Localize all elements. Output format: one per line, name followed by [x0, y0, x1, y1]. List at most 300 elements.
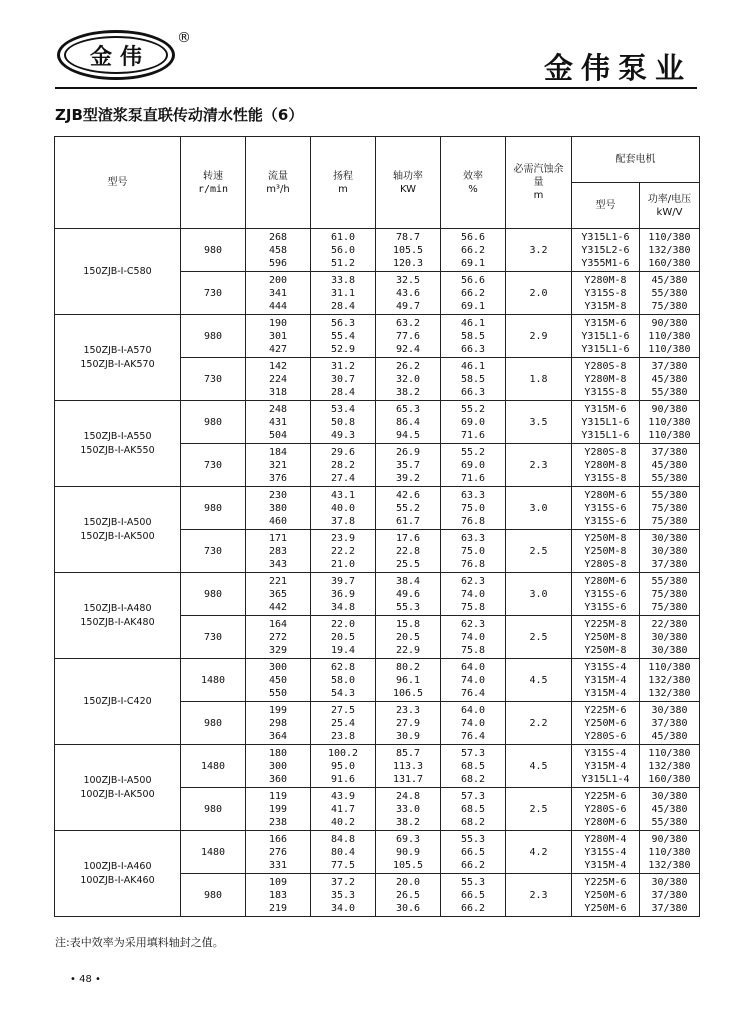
header-motor-model: 型号: [572, 183, 640, 229]
efficiency-cell: [441, 487, 506, 530]
cell-value: 23.3: [395, 704, 421, 716]
header-power: [376, 137, 441, 229]
cell-value: 61.7: [395, 515, 421, 527]
cell-value: 75.0: [460, 502, 486, 514]
cell-value: 364: [268, 730, 288, 742]
cell-value: 219: [268, 902, 288, 914]
motor-power-cell: [640, 358, 700, 401]
power-cell: [376, 487, 441, 530]
power-cell: [376, 358, 441, 401]
head-cell: [311, 573, 376, 616]
cell-value: 28.2: [330, 459, 356, 471]
cell-value: 74.0: [460, 674, 486, 686]
cell-value: 160/380: [648, 773, 691, 785]
head-cell: [311, 874, 376, 917]
speed-cell: 730: [181, 358, 246, 401]
power-cell: [376, 229, 441, 272]
company-logo: [57, 30, 175, 80]
cell-value: 37.8: [330, 515, 356, 527]
cell-value: 230: [268, 489, 288, 501]
cell-value: Y250M-8: [584, 644, 627, 656]
header-npsh: [506, 137, 572, 229]
table-row: [55, 745, 700, 788]
motor-model-cell: [572, 659, 640, 702]
cell-value: 66.5: [460, 889, 486, 901]
cell-value: 25.4: [330, 717, 356, 729]
cell-value: 66.3: [460, 386, 486, 398]
cell-value: 66.2: [460, 244, 486, 256]
cell-value: Y315M-8: [584, 300, 627, 312]
cell-value: 55.4: [330, 330, 356, 342]
cell-value: 74.0: [460, 588, 486, 600]
cell-value: 183: [268, 889, 288, 901]
motor-model-cell: [572, 573, 640, 616]
cell-value: 76.4: [460, 730, 486, 742]
efficiency-cell: [441, 229, 506, 272]
header-npsh-unit: m: [533, 190, 544, 201]
cell-value: 25.5: [395, 558, 421, 570]
header-motor: 配套电机: [572, 137, 700, 183]
table-row: [55, 315, 700, 358]
header-motor-power-label: 功率/电压: [647, 193, 692, 205]
cell-value: 301: [268, 330, 288, 342]
cell-value: 105.5: [392, 244, 424, 256]
cell-value: 62.3: [460, 618, 486, 630]
cell-value: Y315L1-6: [581, 429, 630, 441]
head-cell: [311, 401, 376, 444]
cell-value: 69.0: [460, 416, 486, 428]
header-speed-label: 转速: [203, 170, 223, 182]
cell-value: Y315L1-4: [581, 773, 630, 785]
flow-cell: [246, 874, 311, 917]
npsh-cell: 2.5: [506, 788, 572, 831]
cell-value: 27.4: [330, 472, 356, 484]
cell-value: 109: [268, 876, 288, 888]
cell-value: 132/380: [648, 687, 691, 699]
efficiency-cell: [441, 831, 506, 874]
cell-value: 45/380: [651, 730, 688, 742]
efficiency-cell: [441, 616, 506, 659]
cell-value: 55/380: [651, 472, 688, 484]
cell-value: 68.5: [460, 760, 486, 772]
speed-cell: 730: [181, 272, 246, 315]
efficiency-cell: [441, 874, 506, 917]
cell-value: 37/380: [651, 717, 688, 729]
cell-value: Y280M-6: [584, 489, 627, 501]
cell-value: 55.3: [395, 601, 421, 613]
head-cell: [311, 530, 376, 573]
header-motor-power: [640, 183, 700, 229]
header-head: [311, 137, 376, 229]
flow-cell: [246, 831, 311, 874]
cell-value: Y315M-4: [584, 760, 627, 772]
head-cell: [311, 702, 376, 745]
cell-value: 184: [268, 446, 288, 458]
cell-value: Y315S-6: [584, 601, 627, 613]
cell-value: 68.5: [460, 803, 486, 815]
motor-power-cell: [640, 487, 700, 530]
cell-value: 248: [268, 403, 288, 415]
model-name: 150ZJB-Ⅰ-A500: [83, 516, 152, 528]
model-name: 150ZJB-Ⅰ-A550: [83, 430, 152, 442]
cell-value: 55.2: [460, 446, 486, 458]
flow-cell: [246, 487, 311, 530]
model-name: 100ZJB-Ⅰ-A500: [83, 774, 152, 786]
cell-value: 66.2: [460, 859, 486, 871]
model-name: 100ZJB-Ⅰ-A460: [83, 860, 152, 872]
cell-value: 376: [268, 472, 288, 484]
brand-name: 金伟泵业: [543, 51, 692, 85]
cell-value: 110/380: [648, 343, 691, 355]
cell-value: 56.6: [460, 274, 486, 286]
motor-model-cell: [572, 702, 640, 745]
flow-cell: [246, 702, 311, 745]
cell-value: 30.9: [395, 730, 421, 742]
cell-value: Y315L1-6: [581, 416, 630, 428]
head-cell: [311, 745, 376, 788]
cell-value: 458: [268, 244, 288, 256]
npsh-cell: 4.5: [506, 659, 572, 702]
cell-value: 131.7: [392, 773, 424, 785]
cell-value: 94.5: [395, 429, 421, 441]
npsh-cell: 3.0: [506, 487, 572, 530]
cell-value: Y315S-8: [584, 386, 627, 398]
cell-value: 63.3: [460, 489, 486, 501]
speed-cell: 980: [181, 401, 246, 444]
npsh-cell: 1.8: [506, 358, 572, 401]
cell-value: 46.1: [460, 360, 486, 372]
cell-value: 41.7: [330, 803, 356, 815]
cell-value: Y315S-6: [584, 502, 627, 514]
head-cell: [311, 487, 376, 530]
speed-cell: 980: [181, 573, 246, 616]
npsh-cell: 3.2: [506, 229, 572, 272]
model-cell: [55, 831, 181, 917]
cell-value: 341: [268, 287, 288, 299]
cell-value: 90/380: [651, 833, 688, 845]
power-cell: [376, 659, 441, 702]
cell-value: 56.0: [330, 244, 356, 256]
npsh-cell: 4.2: [506, 831, 572, 874]
cell-value: 360: [268, 773, 288, 785]
model-cell: [55, 659, 181, 745]
cell-value: 30/380: [651, 644, 688, 656]
cell-value: 55.3: [460, 833, 486, 845]
cell-value: 37/380: [651, 446, 688, 458]
power-cell: [376, 702, 441, 745]
cell-value: 32.0: [395, 373, 421, 385]
cell-value: 58.0: [330, 674, 356, 686]
cell-value: 38.2: [395, 386, 421, 398]
cell-value: 36.9: [330, 588, 356, 600]
speed-cell: 1480: [181, 745, 246, 788]
cell-value: 504: [268, 429, 288, 441]
cell-value: 444: [268, 300, 288, 312]
cell-value: 39.2: [395, 472, 421, 484]
speed-cell: 1480: [181, 659, 246, 702]
cell-value: Y280M-6: [584, 816, 627, 828]
motor-model-cell: [572, 315, 640, 358]
cell-value: 190: [268, 317, 288, 329]
cell-value: Y250M-8: [584, 532, 627, 544]
cell-value: 38.4: [395, 575, 421, 587]
cell-value: Y280S-8: [584, 446, 627, 458]
cell-value: 276: [268, 846, 288, 858]
header-eff-unit: %: [468, 183, 478, 195]
cell-value: Y315S-8: [584, 287, 627, 299]
cell-value: 55/380: [651, 489, 688, 501]
cell-value: 42.6: [395, 489, 421, 501]
flow-cell: [246, 272, 311, 315]
motor-model-cell: [572, 616, 640, 659]
cell-value: 91.6: [330, 773, 356, 785]
cell-value: Y250M-8: [584, 545, 627, 557]
efficiency-cell: [441, 444, 506, 487]
cell-value: 20.5: [395, 631, 421, 643]
cell-value: 77.6: [395, 330, 421, 342]
cell-value: Y315M-6: [584, 403, 627, 415]
cell-value: 43.1: [330, 489, 356, 501]
model-name: 100ZJB-Ⅰ-AK500: [80, 788, 155, 800]
flow-cell: [246, 229, 311, 272]
cell-value: 66.3: [460, 343, 486, 355]
cell-value: Y280M-4: [584, 833, 627, 845]
head-cell: [311, 788, 376, 831]
cell-value: 30/380: [651, 631, 688, 643]
cell-value: 28.4: [330, 386, 356, 398]
npsh-cell: 2.5: [506, 616, 572, 659]
cell-value: 55/380: [651, 816, 688, 828]
cell-value: 20.0: [395, 876, 421, 888]
cell-value: 142: [268, 360, 288, 372]
cell-value: 37/380: [651, 558, 688, 570]
cell-value: 76.8: [460, 515, 486, 527]
cell-value: 331: [268, 859, 288, 871]
model-name: 150ZJB-Ⅰ-C420: [83, 695, 152, 707]
cell-value: 166: [268, 833, 288, 845]
efficiency-cell: [441, 530, 506, 573]
motor-power-cell: [640, 444, 700, 487]
cell-value: 132/380: [648, 244, 691, 256]
cell-value: Y315S-8: [584, 472, 627, 484]
motor-model-cell: [572, 487, 640, 530]
cell-value: 110/380: [648, 416, 691, 428]
header-flow-label: 流量: [268, 170, 288, 182]
page-number: • 48 •: [70, 974, 101, 985]
cell-value: 58.5: [460, 330, 486, 342]
npsh-cell: 2.3: [506, 444, 572, 487]
cell-value: 84.8: [330, 833, 356, 845]
cell-value: 55/380: [651, 575, 688, 587]
table-row: [55, 831, 700, 874]
speed-cell: 980: [181, 229, 246, 272]
cell-value: 75/380: [651, 588, 688, 600]
motor-model-cell: [572, 401, 640, 444]
model-cell: [55, 401, 181, 487]
cell-value: 95.0: [330, 760, 356, 772]
cell-value: 26.5: [395, 889, 421, 901]
cell-value: 450: [268, 674, 288, 686]
flow-cell: [246, 745, 311, 788]
power-cell: [376, 788, 441, 831]
npsh-cell: 2.2: [506, 702, 572, 745]
cell-value: Y280M-8: [584, 373, 627, 385]
cell-value: 30.6: [395, 902, 421, 914]
cell-value: 132/380: [648, 760, 691, 772]
efficiency-cell: [441, 659, 506, 702]
cell-value: 37/380: [651, 360, 688, 372]
cell-value: 76.4: [460, 687, 486, 699]
cell-value: 550: [268, 687, 288, 699]
cell-value: 26.2: [395, 360, 421, 372]
motor-power-cell: [640, 745, 700, 788]
cell-value: 61.0: [330, 231, 356, 243]
cell-value: Y315M-4: [584, 674, 627, 686]
cell-value: 66.2: [460, 287, 486, 299]
table-body: [55, 229, 700, 917]
cell-value: Y280S-6: [584, 803, 627, 815]
cell-value: 34.0: [330, 902, 356, 914]
cell-value: 221: [268, 575, 288, 587]
motor-power-cell: [640, 530, 700, 573]
head-cell: [311, 616, 376, 659]
cell-value: Y315L1-6: [581, 343, 630, 355]
model-cell: [55, 573, 181, 659]
cell-value: 68.2: [460, 816, 486, 828]
table-row: [55, 659, 700, 702]
cell-value: 75.8: [460, 644, 486, 656]
cell-value: 66.2: [460, 902, 486, 914]
cell-value: Y315M-6: [584, 317, 627, 329]
flow-cell: [246, 788, 311, 831]
cell-value: 28.4: [330, 300, 356, 312]
header-head-unit: m: [338, 183, 348, 195]
header-npsh-label: 必需汽蚀余量: [513, 164, 564, 188]
cell-value: 199: [268, 704, 288, 716]
cell-value: Y225M-6: [584, 876, 627, 888]
cell-value: 365: [268, 588, 288, 600]
cell-value: 110/380: [648, 429, 691, 441]
motor-model-cell: [572, 745, 640, 788]
cell-value: 427: [268, 343, 288, 355]
motor-power-cell: [640, 874, 700, 917]
power-cell: [376, 573, 441, 616]
head-cell: [311, 229, 376, 272]
cell-value: 119: [268, 790, 288, 802]
cell-value: 106.5: [392, 687, 424, 699]
footnote: 注:表中效率为采用填料轴封之值。: [55, 936, 224, 949]
cell-value: 22.9: [395, 644, 421, 656]
cell-value: Y280S-8: [584, 360, 627, 372]
header-efficiency: [441, 137, 506, 229]
cell-value: 49.7: [395, 300, 421, 312]
cell-value: 300: [268, 760, 288, 772]
power-cell: [376, 745, 441, 788]
cell-value: 171: [268, 532, 288, 544]
cell-value: 86.4: [395, 416, 421, 428]
cell-value: 22.0: [330, 618, 356, 630]
head-cell: [311, 315, 376, 358]
cell-value: 46.1: [460, 317, 486, 329]
flow-cell: [246, 530, 311, 573]
cell-value: 74.0: [460, 717, 486, 729]
cell-value: 110/380: [648, 231, 691, 243]
efficiency-cell: [441, 702, 506, 745]
motor-power-cell: [640, 573, 700, 616]
cell-value: 110/380: [648, 747, 691, 759]
cell-value: 110/380: [648, 330, 691, 342]
cell-value: 90.9: [395, 846, 421, 858]
cell-value: 37/380: [651, 902, 688, 914]
cell-value: 71.6: [460, 472, 486, 484]
cell-value: 31.2: [330, 360, 356, 372]
power-cell: [376, 616, 441, 659]
cell-value: 64.0: [460, 661, 486, 673]
cell-value: 31.1: [330, 287, 356, 299]
cell-value: 30/380: [651, 532, 688, 544]
cell-value: 54.3: [330, 687, 356, 699]
cell-value: 164: [268, 618, 288, 630]
cell-value: 75/380: [651, 502, 688, 514]
cell-value: 90/380: [651, 317, 688, 329]
model-name: 150ZJB-Ⅰ-AK550: [80, 444, 155, 456]
cell-value: 45/380: [651, 803, 688, 815]
cell-value: 19.4: [330, 644, 356, 656]
power-cell: [376, 874, 441, 917]
performance-table: [54, 136, 700, 917]
cell-value: 110/380: [648, 846, 691, 858]
cell-value: 43.6: [395, 287, 421, 299]
cell-value: 29.6: [330, 446, 356, 458]
efficiency-cell: [441, 745, 506, 788]
cell-value: 343: [268, 558, 288, 570]
speed-cell: 730: [181, 530, 246, 573]
cell-value: 77.5: [330, 859, 356, 871]
cell-value: 43.9: [330, 790, 356, 802]
speed-cell: 730: [181, 444, 246, 487]
cell-value: 30.7: [330, 373, 356, 385]
head-cell: [311, 444, 376, 487]
cell-value: 380: [268, 502, 288, 514]
cell-value: 69.1: [460, 300, 486, 312]
cell-value: 80.2: [395, 661, 421, 673]
motor-power-cell: [640, 702, 700, 745]
efficiency-cell: [441, 272, 506, 315]
head-cell: [311, 358, 376, 401]
header-power-unit: KW: [399, 183, 417, 195]
cell-value: 45/380: [651, 274, 688, 286]
efficiency-cell: [441, 573, 506, 616]
cell-value: Y280M-6: [584, 575, 627, 587]
cell-value: 298: [268, 717, 288, 729]
flow-cell: [246, 315, 311, 358]
efficiency-cell: [441, 788, 506, 831]
cell-value: Y315S-6: [584, 515, 627, 527]
header-divider: [55, 87, 697, 89]
cell-value: Y315S-4: [584, 747, 627, 759]
cell-value: 69.0: [460, 459, 486, 471]
registered-mark: ®: [177, 30, 191, 46]
cell-value: 75.0: [460, 545, 486, 557]
model-name: 150ZJB-Ⅰ-C580: [83, 265, 152, 277]
cell-value: 63.3: [460, 532, 486, 544]
cell-value: 74.0: [460, 631, 486, 643]
table-row: [55, 229, 700, 272]
cell-value: 21.0: [330, 558, 356, 570]
cell-value: 132/380: [648, 859, 691, 871]
cell-value: 45/380: [651, 459, 688, 471]
cell-value: 39.7: [330, 575, 356, 587]
